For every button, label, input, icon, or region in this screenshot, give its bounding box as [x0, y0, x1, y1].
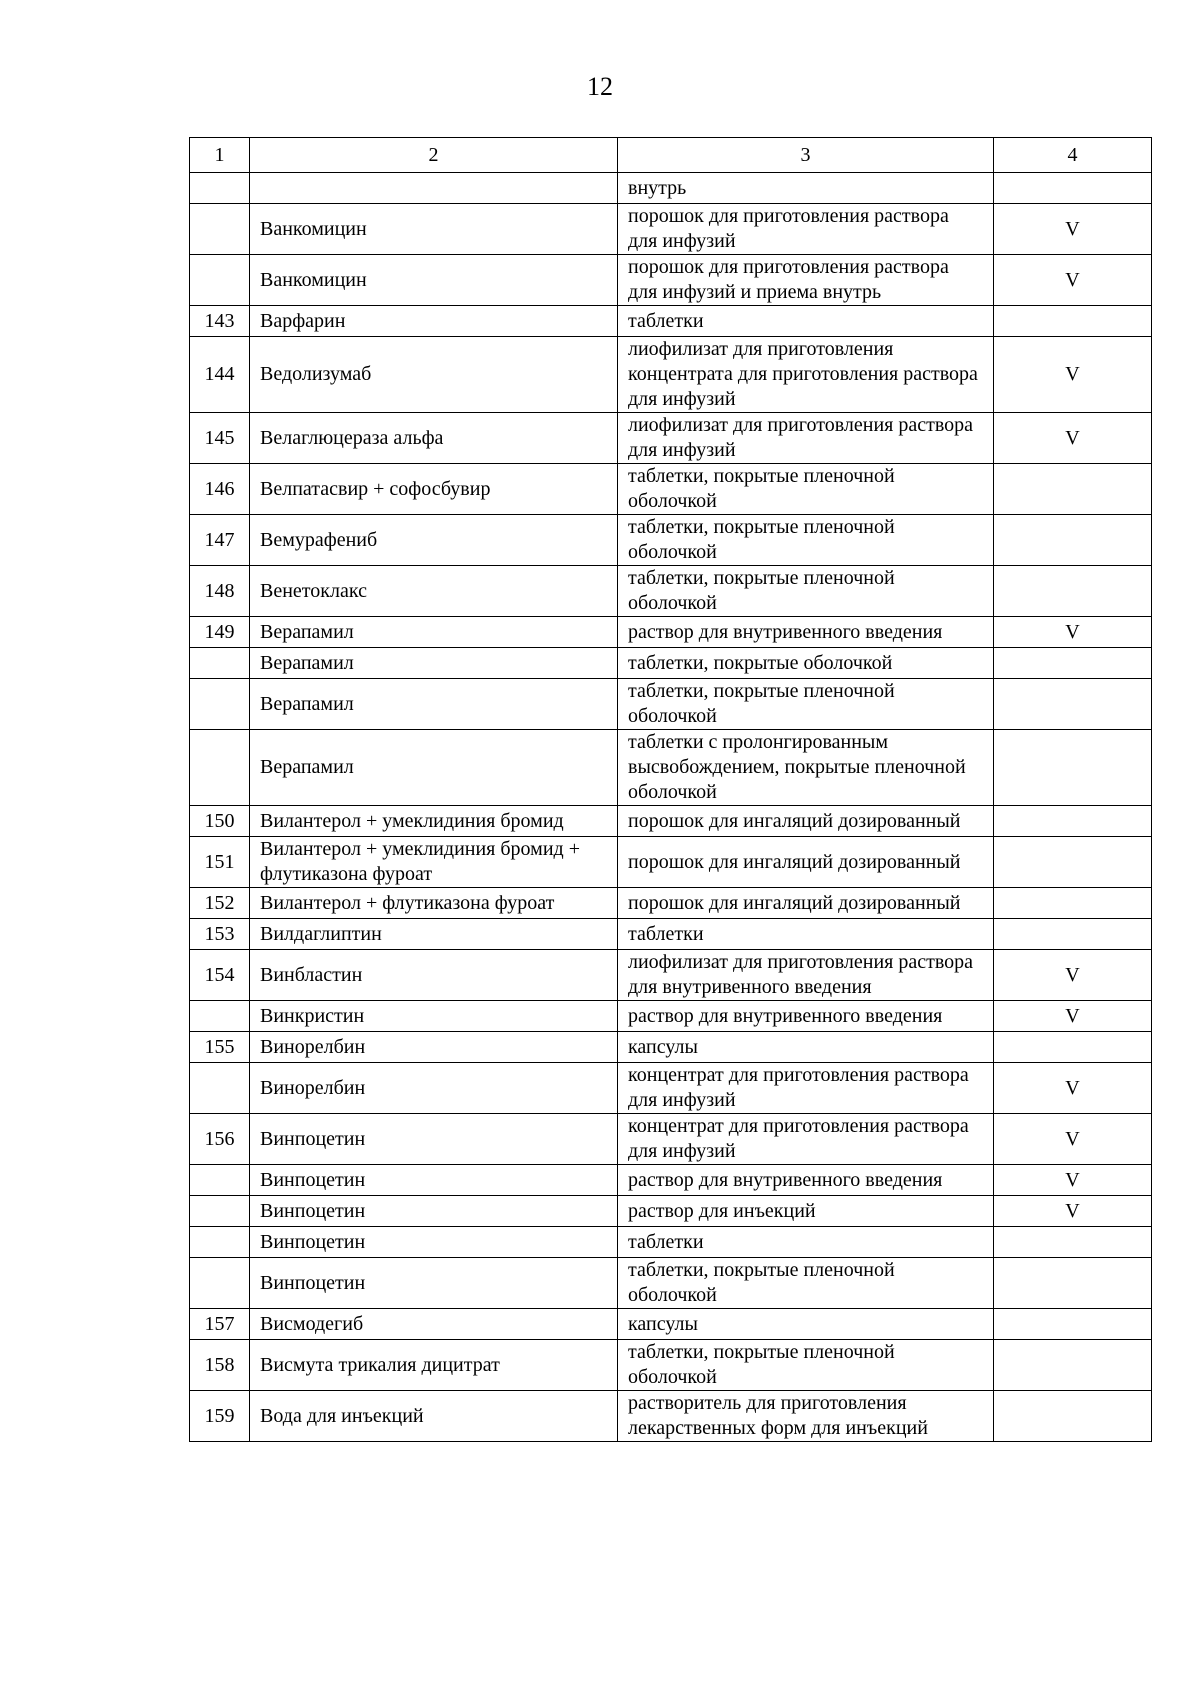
- table-row: [190, 950, 1152, 1001]
- vital-mark-cell: [994, 888, 1152, 919]
- drug-name-cell: Винпоцетин: [250, 1196, 618, 1227]
- vital-mark-cell: V: [994, 617, 1152, 648]
- table-body: [190, 173, 1152, 1442]
- drug-name-cell: Велпатасвир + софосбувир: [250, 464, 618, 515]
- row-number-cell: [190, 679, 250, 730]
- vital-mark-cell: V: [994, 1165, 1152, 1196]
- row-number-cell: [190, 1165, 250, 1196]
- drug-name-cell: Вода для инъекций: [250, 1391, 618, 1442]
- vital-mark-cell: [994, 1309, 1152, 1340]
- dosage-form-cell: таблетки, покрытые пленочной оболочкой: [618, 1258, 994, 1309]
- dosage-form-cell: порошок для ингаляций дозированный: [618, 837, 994, 888]
- drug-name-cell: Винпоцетин: [250, 1258, 618, 1309]
- dosage-form-cell: таблетки, покрытые пленочной оболочкой: [618, 515, 994, 566]
- drug-name-cell: Винорелбин: [250, 1032, 618, 1063]
- table-row: [190, 306, 1152, 337]
- table-row: [190, 566, 1152, 617]
- drug-table: [189, 137, 1152, 1442]
- vital-mark-cell: [994, 1340, 1152, 1391]
- vital-mark-cell: V: [994, 950, 1152, 1001]
- header-col-4: 4: [994, 138, 1152, 173]
- row-number-cell: 151: [190, 837, 250, 888]
- dosage-form-cell: раствор для внутривенного введения: [618, 617, 994, 648]
- vital-mark-cell: V: [994, 1001, 1152, 1032]
- row-number-cell: [190, 255, 250, 306]
- header-col-1: 1: [190, 138, 250, 173]
- dosage-form-cell: таблетки: [618, 1227, 994, 1258]
- dosage-form-cell: таблетки: [618, 306, 994, 337]
- table-row: [190, 337, 1152, 413]
- vital-mark-cell: [994, 648, 1152, 679]
- dosage-form-cell: раствор для внутривенного введения: [618, 1165, 994, 1196]
- row-number-cell: 155: [190, 1032, 250, 1063]
- vital-mark-cell: V: [994, 337, 1152, 413]
- vital-mark-cell: [994, 1391, 1152, 1442]
- row-number-cell: 156: [190, 1114, 250, 1165]
- header-col-3: 3: [618, 138, 994, 173]
- row-number-cell: 157: [190, 1309, 250, 1340]
- drug-name-cell: Верапамил: [250, 679, 618, 730]
- vital-mark-cell: [994, 464, 1152, 515]
- dosage-form-cell: таблетки: [618, 919, 994, 950]
- table-row: [190, 1032, 1152, 1063]
- table-row: [190, 648, 1152, 679]
- dosage-form-cell: лиофилизат для приготовления раствора для внутривенного введения: [618, 950, 994, 1001]
- drug-name-cell: Ванкомицин: [250, 204, 618, 255]
- drug-name-cell: Вилантерол + умеклидиния бромид: [250, 806, 618, 837]
- vital-mark-cell: V: [994, 413, 1152, 464]
- drug-name-cell: Верапамил: [250, 648, 618, 679]
- row-number-cell: [190, 1001, 250, 1032]
- dosage-form-cell: порошок для ингаляций дозированный: [618, 806, 994, 837]
- drug-name-cell: Висмодегиб: [250, 1309, 618, 1340]
- table-row: [190, 1196, 1152, 1227]
- row-number-cell: 146: [190, 464, 250, 515]
- drug-name-cell: Венетоклакс: [250, 566, 618, 617]
- dosage-form-cell: раствор для инъекций: [618, 1196, 994, 1227]
- table-row: [190, 617, 1152, 648]
- drug-name-cell: Вилдаглиптин: [250, 919, 618, 950]
- table-row: [190, 1114, 1152, 1165]
- vital-mark-cell: [994, 1227, 1152, 1258]
- dosage-form-cell: таблетки, покрытые пленочной оболочкой: [618, 1340, 994, 1391]
- dosage-form-cell: внутрь: [618, 173, 994, 204]
- table-row: [190, 255, 1152, 306]
- drug-name-cell: Вемурафениб: [250, 515, 618, 566]
- drug-name-cell: Винкристин: [250, 1001, 618, 1032]
- vital-mark-cell: [994, 730, 1152, 806]
- table-row: [190, 1227, 1152, 1258]
- table-row: [190, 1063, 1152, 1114]
- dosage-form-cell: таблетки, покрытые пленочной оболочкой: [618, 566, 994, 617]
- table-row: [190, 204, 1152, 255]
- row-number-cell: 150: [190, 806, 250, 837]
- drug-name-cell: Велаглюцераза альфа: [250, 413, 618, 464]
- vital-mark-cell: V: [994, 1114, 1152, 1165]
- dosage-form-cell: таблетки, покрытые пленочной оболочкой: [618, 679, 994, 730]
- dosage-form-cell: капсулы: [618, 1032, 994, 1063]
- drug-name-cell: Верапамил: [250, 730, 618, 806]
- table-row: [190, 806, 1152, 837]
- vital-mark-cell: [994, 837, 1152, 888]
- vital-mark-cell: V: [994, 1196, 1152, 1227]
- vital-mark-cell: [994, 515, 1152, 566]
- table-row: [190, 413, 1152, 464]
- drug-name-cell: Винбластин: [250, 950, 618, 1001]
- row-number-cell: 152: [190, 888, 250, 919]
- dosage-form-cell: концентрат для приготовления раствора для инфузий: [618, 1063, 994, 1114]
- table-row: [190, 464, 1152, 515]
- row-number-cell: 159: [190, 1391, 250, 1442]
- table-row: [190, 679, 1152, 730]
- dosage-form-cell: растворитель для приготовления лекарственных форм для инъекций: [618, 1391, 994, 1442]
- row-number-cell: 143: [190, 306, 250, 337]
- dosage-form-cell: концентрат для приготовления раствора для инфузий: [618, 1114, 994, 1165]
- row-number-cell: [190, 1227, 250, 1258]
- vital-mark-cell: [994, 806, 1152, 837]
- dosage-form-cell: лиофилизат для приготовления концентрата для приготовления раствора для инфузий: [618, 337, 994, 413]
- row-number-cell: [190, 1196, 250, 1227]
- drug-name-cell: Винорелбин: [250, 1063, 618, 1114]
- dosage-form-cell: порошок для приготовления раствора для инфузий и приема внутрь: [618, 255, 994, 306]
- vital-mark-cell: V: [994, 204, 1152, 255]
- page-number: 12: [587, 72, 613, 101]
- dosage-form-cell: раствор для внутривенного введения: [618, 1001, 994, 1032]
- row-number-cell: 144: [190, 337, 250, 413]
- row-number-cell: 145: [190, 413, 250, 464]
- dosage-form-cell: таблетки с пролонгированным высвобождением, покрытые пленочной оболочкой: [618, 730, 994, 806]
- drug-name-cell: Верапамил: [250, 617, 618, 648]
- vital-mark-cell: [994, 1032, 1152, 1063]
- drug-name-cell: Вилантерол + умеклидиния бромид + флутиказона фуроат: [250, 837, 618, 888]
- dosage-form-cell: порошок для ингаляций дозированный: [618, 888, 994, 919]
- table-row: [190, 919, 1152, 950]
- table-row: [190, 1165, 1152, 1196]
- dosage-form-cell: порошок для приготовления раствора для инфузий: [618, 204, 994, 255]
- drug-name-cell: Ведолизумаб: [250, 337, 618, 413]
- table-row: [190, 730, 1152, 806]
- table-row: [190, 837, 1152, 888]
- row-number-cell: 149: [190, 617, 250, 648]
- vital-mark-cell: V: [994, 255, 1152, 306]
- row-number-cell: 153: [190, 919, 250, 950]
- table-row: [190, 173, 1152, 204]
- table-row: [190, 1391, 1152, 1442]
- header-col-2: 2: [250, 138, 618, 173]
- row-number-cell: [190, 1063, 250, 1114]
- drug-name-cell: Вилантерол + флутиказона фуроат: [250, 888, 618, 919]
- row-number-cell: [190, 173, 250, 204]
- table-header-row: [190, 138, 1152, 173]
- drug-name-cell: Ванкомицин: [250, 255, 618, 306]
- drug-name-cell: Варфарин: [250, 306, 618, 337]
- row-number-cell: [190, 730, 250, 806]
- vital-mark-cell: [994, 566, 1152, 617]
- vital-mark-cell: [994, 173, 1152, 204]
- drug-name-cell: Винпоцетин: [250, 1227, 618, 1258]
- vital-mark-cell: [994, 1258, 1152, 1309]
- table-row: [190, 1001, 1152, 1032]
- row-number-cell: 148: [190, 566, 250, 617]
- vital-mark-cell: [994, 679, 1152, 730]
- drug-name-cell: Винпоцетин: [250, 1114, 618, 1165]
- table-row: [190, 1309, 1152, 1340]
- drug-name-cell: Висмута трикалия дицитрат: [250, 1340, 618, 1391]
- row-number-cell: 158: [190, 1340, 250, 1391]
- table-row: [190, 515, 1152, 566]
- drug-name-cell: Винпоцетин: [250, 1165, 618, 1196]
- table-row: [190, 1340, 1152, 1391]
- drug-name-cell: [250, 173, 618, 204]
- table-row: [190, 1258, 1152, 1309]
- row-number-cell: [190, 204, 250, 255]
- vital-mark-cell: [994, 919, 1152, 950]
- dosage-form-cell: лиофилизат для приготовления раствора для инфузий: [618, 413, 994, 464]
- row-number-cell: 154: [190, 950, 250, 1001]
- dosage-form-cell: капсулы: [618, 1309, 994, 1340]
- table-row: [190, 888, 1152, 919]
- row-number-cell: [190, 648, 250, 679]
- dosage-form-cell: таблетки, покрытые оболочкой: [618, 648, 994, 679]
- vital-mark-cell: V: [994, 1063, 1152, 1114]
- dosage-form-cell: таблетки, покрытые пленочной оболочкой: [618, 464, 994, 515]
- row-number-cell: [190, 1258, 250, 1309]
- row-number-cell: 147: [190, 515, 250, 566]
- vital-mark-cell: [994, 306, 1152, 337]
